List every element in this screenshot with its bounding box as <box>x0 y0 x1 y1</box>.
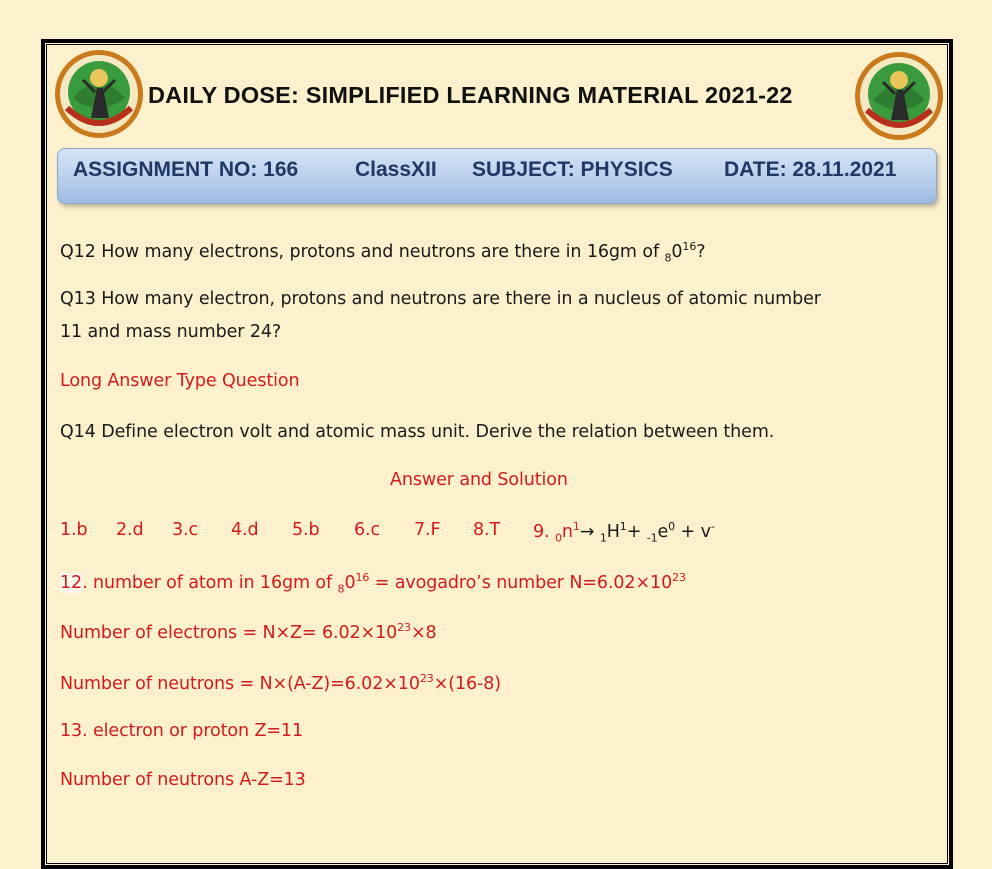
school-logo-right <box>853 50 945 142</box>
subject-label: SUBJECT: PHYSICS <box>472 158 673 181</box>
question-13-line-1: Q13 How many electron, protons and neutrons are there in a nucleus of atomic number <box>60 289 821 309</box>
solution-12: 12. number of atom in 16gm of $_80^{16}$ = avogadro’s number $N=6.02\times 10^{23}$ <box>60 571 686 596</box>
answer-item: 6.c <box>354 520 381 540</box>
answer-heading: Answer and Solution <box>390 470 568 490</box>
question-13-line-2: 11 and mass number 24? <box>60 322 282 342</box>
school-logo-left <box>53 48 145 140</box>
long-answer-heading: Long Answer Type Question <box>60 371 300 391</box>
answer-item: 7.F <box>414 520 441 540</box>
solution-electrons: Number of electrons = $N\times Z= 6.02\times 10^{23}\times 8$ <box>60 621 437 643</box>
assignment-banner <box>57 148 937 204</box>
answer-item: 5.b <box>292 520 320 540</box>
date-label: DATE: 28.11.2021 <box>724 158 897 181</box>
answer-item: 1.b <box>60 520 88 540</box>
question-12: Q12 How many electrons, protons and neutrons are there in 16gm of $_80^{16}$? <box>60 240 706 265</box>
question-14: Q14 Define electron volt and atomic mass unit. Derive the relation between them. <box>60 422 775 442</box>
answer-item: 2.d <box>116 520 144 540</box>
answer-item: 4.d <box>231 520 259 540</box>
answer-item-9: 9. $_0n^1\to _1H^1+ _{-1}e^0 + v^-$ <box>533 520 715 545</box>
class-label: ClassXII <box>355 158 437 181</box>
solution-13-neutrons: Number of neutrons A-Z=13 <box>60 770 306 790</box>
answer-item: 3.c <box>172 520 199 540</box>
answer-item: 8.T <box>473 520 501 540</box>
solution-neutrons: Number of neutrons = $N\times(A-Z)=6.02\times 10^{23}\times(16-8)$ <box>60 672 502 694</box>
page-title: DAILY DOSE: SIMPLIFIED LEARNING MATERIAL 2021-22 <box>148 82 793 108</box>
answer-key-row <box>0 520 992 546</box>
solution-13: 13. electron or proton Z=11 <box>60 721 303 741</box>
assignment-number: ASSIGNMENT NO: 166 <box>73 158 299 181</box>
